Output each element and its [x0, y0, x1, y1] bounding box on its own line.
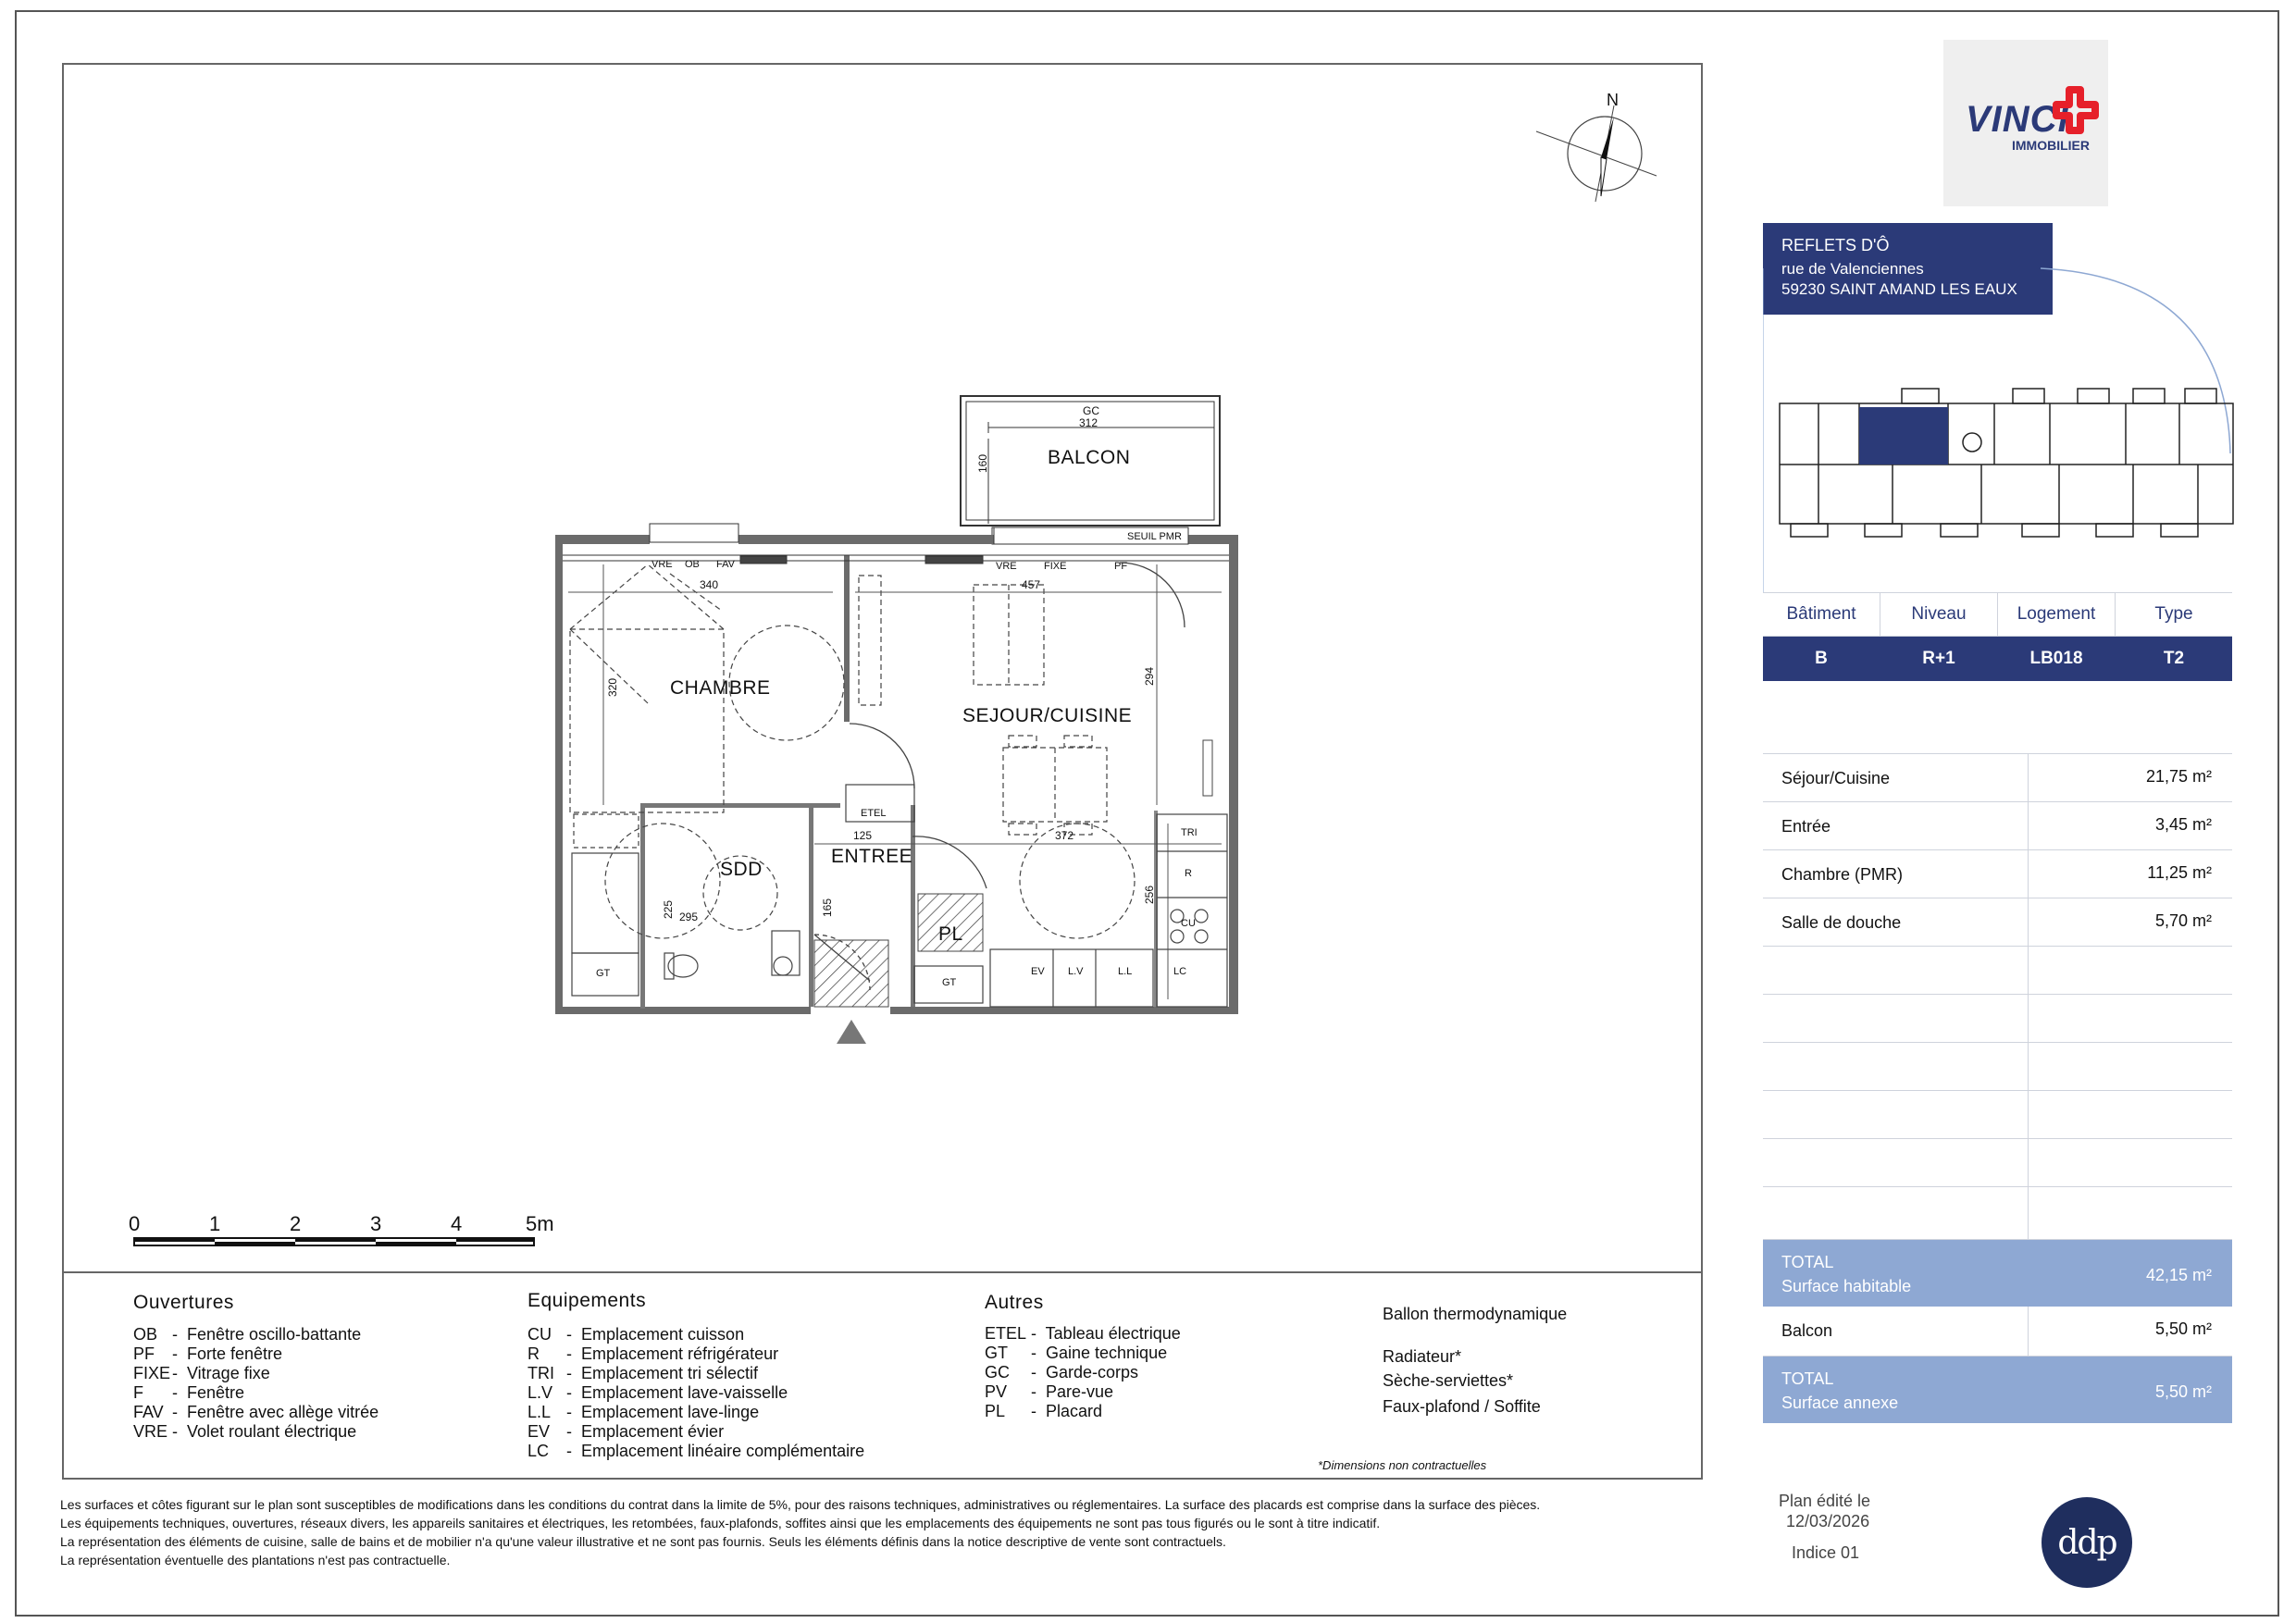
scale-tick-5: 5m [526, 1212, 554, 1235]
disclaimer-line: La représentation éventuelle des plantations n'est pas contractuelle. [60, 1553, 451, 1567]
tag-gt1: GT [596, 968, 611, 979]
surface-row-empty [1763, 995, 2232, 1043]
entrance-arrow [837, 1020, 866, 1044]
surface-row: Entrée 3,45 m² [1763, 802, 2232, 850]
room-chambre: CHAMBRE [670, 677, 771, 699]
unit-value-type: T2 [2163, 649, 2185, 668]
indice: Indice 01 [1792, 1543, 1860, 1562]
dim-entree-w: 125 [853, 829, 873, 842]
ddp-logo-text: ddp [2057, 1523, 2116, 1562]
tag-cu: CU [1181, 918, 1196, 929]
surface-row: Chambre (PMR) 11,25 m² [1763, 850, 2232, 898]
legend-radiateur: Radiateur* [1383, 1347, 1462, 1366]
unit-value-logement: LB018 [2029, 649, 2083, 668]
tag-r: R [1185, 868, 1192, 879]
walls [555, 535, 1238, 1014]
unit-header-type: Type [2154, 604, 2193, 624]
legend-item: EV - Emplacement évier [527, 1422, 725, 1441]
legend-seche: Sèche-serviettes* [1383, 1371, 1514, 1390]
project-street: rue de Valenciennes [1781, 260, 1924, 278]
surface-row-balcon: Balcon 5,50 m² [1763, 1307, 2232, 1357]
legend-item: L.L - Emplacement lave-linge [527, 1403, 760, 1421]
surface-row-empty [1763, 1043, 2232, 1091]
surface-row-empty [1763, 1139, 2232, 1187]
dim-sdd-h: 225 [662, 899, 676, 920]
legend-item: OB - Fenêtre oscillo-battante [133, 1325, 362, 1344]
legend-item: VRE - Volet roulant électrique [133, 1422, 357, 1441]
vinci-cross-icon [2053, 84, 2101, 151]
dim-entree-h: 165 [821, 898, 835, 918]
dim-chambre-w: 340 [700, 578, 719, 591]
dim-balcon-h: 160 [976, 453, 990, 474]
scale-tick-4: 4 [451, 1212, 463, 1235]
doors [814, 563, 1185, 990]
tag-lc: LC [1173, 966, 1187, 977]
compass-label: N [1607, 91, 1619, 109]
scale-tick-0: 0 [129, 1212, 141, 1235]
tag-seuil: SEUIL PMR [1127, 531, 1182, 542]
scale-tick-3: 3 [370, 1212, 382, 1235]
unit-header-niveau: Niveau [1880, 593, 1998, 636]
tag-gt2: GT [942, 977, 957, 988]
legend-item: PF - Forte fenêtre [133, 1344, 283, 1363]
dim-sejour-w: 457 [1022, 578, 1041, 591]
faux-plafond-zone [814, 940, 888, 1007]
room-sdd: SDD [720, 859, 763, 880]
sejour-furniture [605, 585, 1135, 938]
disclaimer-line: Les surfaces et côtes figurant sur le plan sont susceptibles de modifications dans les conditions du contrat dans la limite de 5%, pour des raisons techniques, administratives ou réglementaires. La surface des placards est comprise dans la surface des pièces. [60, 1497, 1541, 1512]
dim-chambre-h: 320 [606, 677, 620, 698]
legend-item: CU - Emplacement cuisson [527, 1325, 745, 1344]
tag-vre2: VRE [996, 561, 1017, 572]
legend-item: R - Emplacement réfrigérateur [527, 1344, 779, 1363]
legend-autres-title: Autres [985, 1292, 1044, 1313]
tag-etel: ETEL [861, 808, 887, 819]
project-city: 59230 SAINT AMAND LES EAUX [1781, 280, 2017, 298]
unit-value-batiment: B [1815, 649, 1828, 668]
building-key-plan [1763, 259, 2244, 592]
legend-item: TRI - Emplacement tri sélectif [527, 1364, 759, 1382]
scale-bar [134, 1238, 534, 1245]
legend-item: L.V - Emplacement lave-vaisselle [527, 1383, 788, 1402]
project-name: REFLETS D'Ô [1781, 236, 1890, 254]
edited-date: 12/03/2026 [1786, 1512, 1870, 1530]
tag-fav: FAV [716, 559, 735, 570]
dim-sejour-h: 294 [1143, 666, 1157, 687]
total-annexe: TOTAL Surface annexe 5,50 m² [1763, 1357, 2232, 1423]
room-sejour: SEJOUR/CUISINE [962, 705, 1133, 726]
surface-row-empty [1763, 1187, 2232, 1240]
legend-item: GC - Garde-corps [985, 1363, 1139, 1381]
radiator [1203, 740, 1212, 796]
dim-cuisine-h: 256 [1143, 885, 1157, 905]
room-entree: ENTREE [831, 846, 913, 867]
legend-item: FIXE - Vitrage fixe [133, 1364, 270, 1382]
surface-row-empty [1763, 1091, 2232, 1139]
logo-box [1943, 40, 2108, 206]
scale-tick-1: 1 [209, 1212, 221, 1235]
legend-item: LC - Emplacement linéaire complémentaire [527, 1442, 865, 1460]
disclaimer-line: La représentation des éléments de cuisine, salle de bains et de mobilier n'a qu'une valeur illustrative et ne sont pas fournis. Seuls les éléments définis dans la notice descriptive de vente sont contractuels. [60, 1534, 1226, 1549]
legend-faux: Faux-plafond / Soffite [1383, 1397, 1541, 1416]
dim-gc: GC [1083, 404, 1099, 417]
surface-row: Salle de douche 5,70 m² [1763, 898, 2232, 947]
legend-ballon: Ballon thermodynamique [1383, 1305, 1568, 1323]
legend-ouvertures-title: Ouvertures [133, 1292, 234, 1313]
surface-row: Séjour/Cuisine 21,75 m² [1763, 754, 2232, 802]
vinci-logo-sub: IMMOBILIER [2012, 138, 2090, 153]
legend-item: GT - Gaine technique [985, 1344, 1168, 1362]
dim-cuisine-w: 372 [1055, 829, 1074, 842]
tag-pf: PF [1114, 561, 1128, 572]
surface-row-empty [1763, 947, 2232, 995]
compass-icon [1536, 105, 1657, 202]
total-habitable: TOTAL Surface habitable 42,15 m² [1763, 1240, 2232, 1307]
legend-note: *Dimensions non contractuelles [1318, 1458, 1487, 1472]
legend-item: ETEL - Tableau électrique [985, 1324, 1181, 1343]
legend-item: F - Fenêtre [133, 1383, 245, 1402]
scale-tick-2: 2 [290, 1212, 302, 1235]
legend-item: PV - Pare-vue [985, 1382, 1114, 1401]
dim-sdd-w: 295 [679, 911, 699, 923]
tag-fixe: FIXE [1044, 561, 1067, 572]
tag-ll: L.L [1118, 966, 1133, 977]
disclaimer-line: Les équipements techniques, ouvertures, réseaux divers, les appareils sanitaires et électriques, les retombées, faux-plafonds, soffites ainsi que les emplacements des équipements ne sont pas tous figurés ou le sont à titre indicatif. [60, 1516, 1381, 1530]
dim-balcon-w: 312 [1079, 416, 1098, 429]
legend-item: PL - Placard [985, 1402, 1103, 1420]
tag-ob: OB [685, 559, 700, 570]
legend-item: FAV - Fenêtre avec allège vitrée [133, 1403, 379, 1421]
unit-value-niveau: R+1 [1922, 649, 1955, 668]
room-pl: PL [938, 923, 963, 945]
legend-equipements-title: Equipements [527, 1290, 647, 1311]
tag-ev: EV [1031, 966, 1045, 977]
vinci-logo: VINCI [1966, 99, 2069, 140]
ddp-logo [2042, 1497, 2132, 1588]
tag-vre1: VRE [652, 559, 673, 570]
edited-label: Plan édité le [1779, 1492, 1871, 1510]
tag-tri: TRI [1181, 827, 1198, 838]
unit-header-batiment: Bâtiment [1763, 593, 1880, 636]
room-balcon: BALCON [1048, 447, 1131, 468]
unit-header-logement: Logement [1998, 593, 2116, 636]
tag-lv: L.V [1068, 966, 1084, 977]
